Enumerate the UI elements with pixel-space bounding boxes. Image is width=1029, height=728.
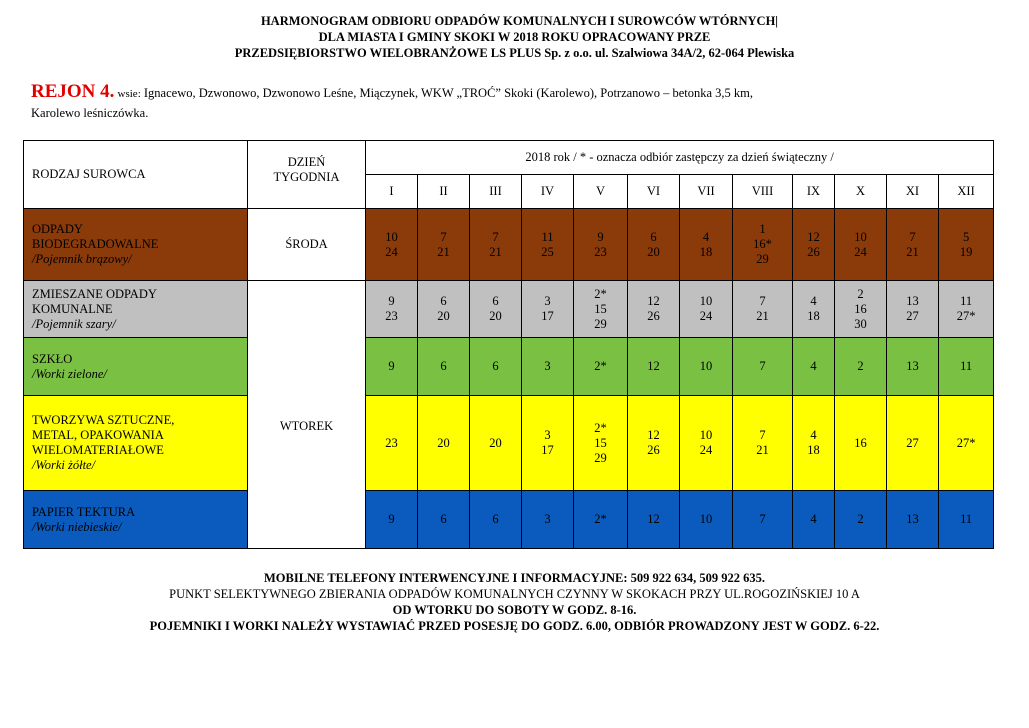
pickup-day: 20: [489, 435, 502, 450]
pickup-day: 16: [854, 301, 867, 316]
category-name-line: BIODEGRADOWALNE: [32, 237, 159, 251]
pickup-day: 2*: [594, 359, 607, 373]
category-name-line: ZMIESZANE ODPADY: [32, 286, 157, 301]
pickup-day: 4: [810, 294, 817, 308]
pickup-day: 4: [810, 428, 817, 442]
pickup-dates-VIII: [733, 396, 793, 491]
pickup-day: 23: [385, 435, 398, 450]
pickup-dates-VI: [628, 396, 680, 491]
month-header-X: X: [835, 175, 887, 209]
pickup-dates-III: [470, 338, 522, 396]
pickup-dates-XII: [939, 281, 994, 338]
category-name-line: METAL, OPAKOWANIA: [32, 428, 164, 442]
pickup-day: 3: [544, 359, 551, 373]
pickup-day: 24: [699, 309, 713, 323]
pickup-day: 10: [699, 428, 713, 442]
pickup-dates-III: [470, 396, 522, 491]
weekday-sroda: ŚRODA: [248, 209, 366, 281]
pickup-dates-IX: [793, 338, 835, 396]
pickup-day: 9: [597, 229, 604, 244]
pickup-day: 11: [960, 512, 973, 526]
region-name: REJON 4: [31, 81, 110, 102]
pickup-day: 27: [906, 309, 919, 323]
pickup-day: 15: [594, 435, 607, 450]
pickup-day: 7: [759, 359, 766, 373]
document-footer: [0, 570, 1029, 634]
pickup-day: 27*: [956, 435, 976, 450]
pickup-day: 20: [647, 244, 660, 259]
pickup-dates-IX: [793, 281, 835, 338]
pickup-dates-VI: [628, 491, 680, 549]
category-plastic-metal: [24, 396, 248, 491]
pickup-day: 27: [906, 435, 919, 450]
pickup-dates-XII: [939, 209, 994, 281]
pickup-day: 15: [594, 301, 607, 316]
pickup-day: 7: [759, 428, 766, 442]
pickup-day: 7: [492, 229, 499, 244]
pickup-dates-X: [835, 281, 887, 338]
container-type-label: /Worki zielone/: [32, 366, 107, 381]
pickup-day: 9: [388, 359, 395, 373]
pickup-day: 3: [544, 428, 551, 442]
pickup-day: 10: [699, 294, 713, 308]
pickup-day: 2*: [594, 420, 607, 435]
pickup-dates-VII: [680, 338, 733, 396]
footer-hours: OD WTORKU DO SOBOTY W GODZ. 8-16.: [392, 603, 637, 617]
footer-phones: MOBILNE TELEFONY INTERWENCYJNE I INFORMACYJNE: 509 922 634, 509 922 635.: [264, 571, 765, 585]
pickup-dates-I: [366, 338, 418, 396]
pickup-dates-VI: [628, 338, 680, 396]
pickup-day: 10: [385, 229, 398, 244]
pickup-day: 2: [857, 512, 864, 526]
pickup-dates-VI: [628, 209, 680, 281]
pickup-dates-VII: [680, 209, 733, 281]
pickup-dates-I: [366, 209, 418, 281]
pickup-day: 11: [960, 294, 973, 308]
pickup-day: 21: [756, 309, 769, 323]
pickup-day: 6: [440, 512, 447, 526]
pickup-day: 4: [702, 229, 710, 244]
row-biodegradable: [24, 209, 994, 281]
pickup-day: 12: [807, 229, 820, 244]
pickup-dates-IX: [793, 396, 835, 491]
pickup-day: 10: [699, 359, 713, 373]
pickup-day: 11: [541, 229, 554, 244]
pickup-dates-V: [574, 396, 628, 491]
pickup-day: 4: [810, 359, 817, 373]
pickup-day: 7: [759, 512, 766, 526]
pickup-day: 21: [756, 443, 769, 457]
header-material-type: RODZAJ SUROWCA: [24, 141, 248, 209]
header-weekday-line2: TYGODNIA: [273, 170, 340, 184]
month-header-II: II: [418, 175, 470, 209]
footer-note: POJEMNIKI I WORKI NALEŻY WYSTAWIAĆ PRZED POSESJĘ DO GODZ. 6.00, ODBIÓR PROWADZONY JEST W GODZ. 6-22.: [149, 619, 880, 633]
pickup-day: 4: [810, 512, 817, 526]
pickup-day: 20: [437, 309, 450, 323]
pickup-day: 13: [906, 294, 919, 308]
category-name-line: ODPADY: [32, 222, 83, 236]
region-villages: Ignacewo, Dzwonowo, Dzwonowo Leśne, Miączynek, WKW „TROĆ” Skoki (Karolewo), Potrzanowo – betonka 3,5 km,: [143, 86, 754, 100]
category-mixed-waste: [24, 281, 248, 338]
row-paper: [24, 491, 994, 549]
pickup-day: 25: [541, 244, 554, 259]
pickup-dates-XII: [939, 396, 994, 491]
pickup-day: 7: [909, 229, 916, 244]
pickup-day: 2: [857, 286, 864, 301]
weekday-wtorek: WTOREK: [248, 281, 366, 549]
container-type-label: /Worki żółte/: [32, 458, 96, 472]
row-mixed-waste: [24, 281, 994, 338]
category-name-line: PAPIER TEKTURA: [32, 504, 136, 519]
pickup-dates-II: [418, 491, 470, 549]
document-header: [0, 13, 1029, 61]
pickup-day: 7: [759, 294, 766, 308]
month-header-IX: IX: [793, 175, 835, 209]
month-header-XI: XI: [887, 175, 939, 209]
month-header-IV: IV: [522, 175, 574, 209]
pickup-dates-II: [418, 281, 470, 338]
pickup-dates-I: [366, 396, 418, 491]
pickup-day: 23: [385, 309, 398, 323]
month-header-III: III: [470, 175, 522, 209]
pickup-dates-VIII: [733, 209, 793, 281]
pickup-day: 6: [650, 229, 657, 244]
category-name-line: KOMUNALNE: [32, 301, 113, 316]
pickup-day: 21: [489, 244, 502, 259]
pickup-day: 1: [759, 222, 766, 236]
pickup-dates-XII: [939, 338, 994, 396]
pickup-dates-V: [574, 338, 628, 396]
month-header-VIII: VIII: [733, 175, 793, 209]
pickup-dates-II: [418, 209, 470, 281]
pickup-day: 2*: [594, 286, 607, 301]
pickup-day: 29: [594, 316, 607, 331]
region-villages-line2: Karolewo leśniczówka.: [31, 106, 149, 120]
pickup-dates-IV: [522, 396, 574, 491]
header-year-note: 2018 rok / * - oznacza odbiór zastępczy za dzień świąteczny /: [366, 141, 994, 175]
pickup-day: 16*: [753, 237, 772, 251]
month-header-VII: VII: [680, 175, 733, 209]
category-name-line: TWORZYWA SZTUCZNE,: [32, 413, 175, 427]
pickup-day: 27*: [956, 309, 976, 323]
pickup-dates-XI: [887, 281, 939, 338]
header-weekday-line1: DZIEŃ: [287, 155, 326, 169]
pickup-day: 21: [906, 244, 919, 259]
pickup-day: 10: [854, 229, 867, 244]
pickup-day: 16: [854, 435, 867, 450]
header-title-line2: DLA MIASTA I GMINY SKOKI W 2018 ROKU OPRACOWANY PRZE: [318, 30, 711, 44]
pickup-day: 6: [492, 512, 499, 526]
pickup-dates-IV: [522, 338, 574, 396]
pickup-day: 2*: [594, 512, 607, 526]
pickup-day: 13: [906, 512, 919, 526]
header-title-line3: PRZEDSIĘBIORSTWO WIELOBRANŻOWE LS PLUS Sp. z o.o. ul. Szalwiowa 34A/2, 62-064 Plewiska: [234, 46, 795, 60]
pickup-dates-VII: [680, 281, 733, 338]
pickup-dates-XI: [887, 209, 939, 281]
region-villages-label: wsie:: [117, 88, 141, 100]
pickup-dates-III: [470, 281, 522, 338]
pickup-day: 3: [544, 512, 551, 526]
pickup-dates-IX: [793, 491, 835, 549]
pickup-day: 6: [492, 359, 499, 373]
pickup-day: 24: [385, 244, 398, 259]
category-name-line: SZKŁO: [32, 351, 73, 366]
pickup-dates-X: [835, 396, 887, 491]
pickup-dates-V: [574, 491, 628, 549]
pickup-dates-VIII: [733, 281, 793, 338]
pickup-dates-XI: [887, 491, 939, 549]
month-header-VI: VI: [628, 175, 680, 209]
pickup-day: 30: [854, 316, 867, 331]
container-type-label: /Pojemnik brązowy/: [32, 252, 132, 266]
pickup-day: 12: [647, 359, 660, 373]
pickup-day: 24: [854, 244, 867, 259]
month-header-I: I: [366, 175, 418, 209]
pickup-day: 26: [807, 244, 820, 259]
pickup-dates-II: [418, 338, 470, 396]
row-glass: [24, 338, 994, 396]
pickup-dates-V: [574, 209, 628, 281]
pickup-day: 6: [440, 294, 447, 308]
pickup-dates-VIII: [733, 491, 793, 549]
pickup-day: 18: [807, 443, 820, 457]
pickup-dates-I: [366, 491, 418, 549]
pickup-day: 7: [440, 229, 447, 244]
pickup-dates-VII: [680, 491, 733, 549]
container-type-label: /Pojemnik szary/: [32, 316, 116, 331]
pickup-dates-VI: [628, 281, 680, 338]
region-info: [31, 82, 991, 123]
pickup-day: 18: [807, 309, 820, 323]
month-header-XII: XII: [939, 175, 994, 209]
pickup-day: 11: [960, 359, 973, 373]
pickup-dates-X: [835, 338, 887, 396]
pickup-dates-X: [835, 491, 887, 549]
pickup-day: 23: [594, 244, 607, 259]
pickup-day: 12: [647, 428, 660, 442]
pickup-dates-IX: [793, 209, 835, 281]
pickup-dates-X: [835, 209, 887, 281]
pickup-dates-III: [470, 491, 522, 549]
pickup-day: 18: [699, 244, 713, 259]
pickup-day: 21: [437, 244, 450, 259]
schedule-table: [23, 140, 994, 549]
pickup-day: 9: [388, 294, 395, 308]
pickup-dates-XII: [939, 491, 994, 549]
category-paper: [24, 491, 248, 549]
category-glass: [24, 338, 248, 396]
pickup-day: 26: [647, 309, 660, 323]
pickup-day: 5: [962, 229, 970, 244]
pickup-dates-II: [418, 396, 470, 491]
pickup-day: 6: [492, 294, 499, 308]
category-name-line: WIELOMATERIAŁOWE: [32, 443, 164, 457]
pickup-day: 20: [489, 309, 502, 323]
pickup-dates-VIII: [733, 338, 793, 396]
pickup-day: 2: [857, 359, 864, 373]
pickup-dates-I: [366, 281, 418, 338]
pickup-day: 3: [544, 294, 551, 308]
container-type-label: /Worki niebieskie/: [32, 519, 122, 534]
pickup-day: 9: [388, 512, 395, 526]
pickup-day: 26: [647, 443, 660, 457]
pickup-day: 10: [699, 512, 713, 526]
pickup-dates-XI: [887, 396, 939, 491]
pickup-dates-V: [574, 281, 628, 338]
pickup-day: 29: [594, 450, 607, 465]
header-title-line1: HARMONOGRAM ODBIORU ODPADÓW KOMUNALNYCH I SUROWCÓW WTÓRNYCH|: [260, 14, 779, 28]
pickup-day: 17: [541, 443, 554, 457]
pickup-day: 12: [647, 294, 660, 308]
pickup-day: 13: [906, 359, 919, 373]
pickup-dates-III: [470, 209, 522, 281]
header-weekday: [248, 141, 366, 209]
region-name-dot: .: [109, 81, 115, 102]
pickup-day: 12: [647, 512, 660, 526]
category-biodegradable: [24, 209, 248, 281]
pickup-dates-IV: [522, 209, 574, 281]
month-header-V: V: [574, 175, 628, 209]
pickup-day: 19: [959, 244, 973, 259]
pickup-day: 20: [437, 435, 450, 450]
pickup-day: 24: [699, 443, 713, 457]
row-plastic-metal: [24, 396, 994, 491]
pickup-day: 6: [440, 359, 447, 373]
pickup-day: 17: [541, 309, 554, 323]
pickup-dates-IV: [522, 491, 574, 549]
pickup-dates-XI: [887, 338, 939, 396]
footer-pszok: PUNKT SELEKTYWNEGO ZBIERANIA ODPADÓW KOMUNALNYCH CZYNNY W SKOKACH PRZY UL.ROGOZIŃSKIEJ 10 A: [169, 587, 860, 601]
pickup-dates-VII: [680, 396, 733, 491]
pickup-dates-IV: [522, 281, 574, 338]
pickup-day: 29: [756, 252, 769, 266]
